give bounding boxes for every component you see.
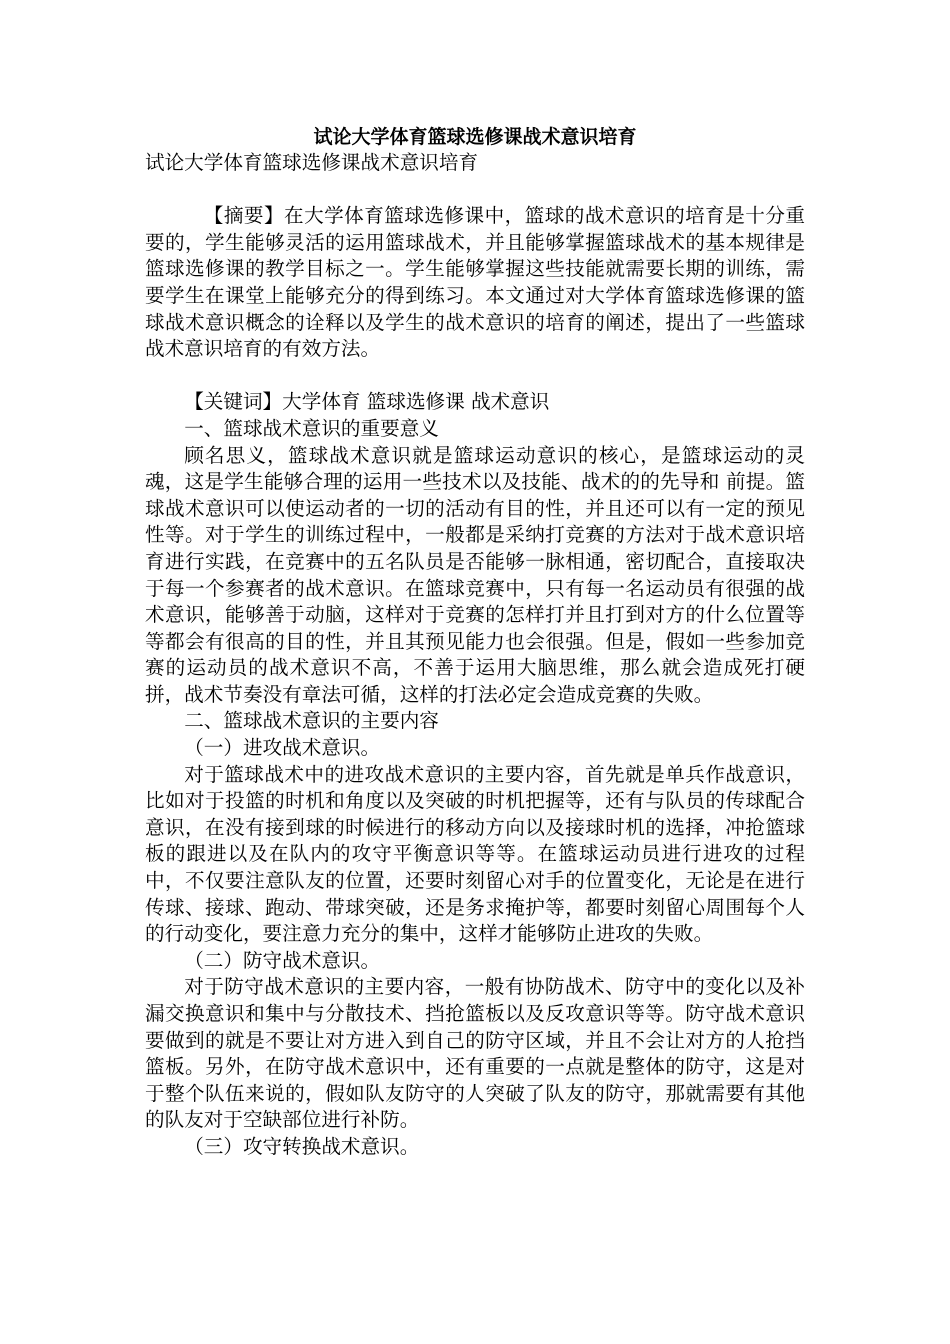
section-heading: 一、篮球战术意识的重要意义 — [184, 416, 439, 440]
abstract-paragraph: 【摘要】在大学体育篮球选修课中，篮球的战术意识的培育是十分重要的，学生能够灵活的运用篮球战术，并且能够掌握篮球战术的基本规律是篮球选修课的教学目标之一。学生能够掌握这些技能就需要长期的训练，需要学生在课堂上能够充分的得到练习。本文通过对大学体育篮球选修课的篮球战术意识概念的诠释以及学生的战术意识的培育的阐述，提出了一些篮球战术意识培育的有效方法。 — [145, 204, 805, 361]
subsection-heading: （一）进攻战术意识。 — [184, 736, 381, 760]
section-heading: 二、篮球战术意识的主要内容 — [184, 709, 439, 733]
body-paragraph: 对于防守战术意识的主要内容，一般有协防战术、防守中的变化以及补漏交换意识和集中与分散技术、挡抢篮板以及反攻意识等等。防守战术意识要做到的就是不要让对方进入到自己的防守区域，并且不会让对方的人抢挡篮板。另外，在防守战术意识中，还有重要的一点就是整体的防守，这是对于整个队伍来说的，假如队友防守的人突破了队友的防守，那就需要有其他的队友对于空缺部位进行补防。 — [145, 975, 805, 1132]
document-title: 试论大学体育篮球选修课战术意识培育 — [313, 126, 637, 148]
body-paragraph: 顾名思义，篮球战术意识就是篮球运动意识的核心，是篮球运动的灵魂，这是学生能够合理的运用一些技术以及技能、战术的的先导和 前提。篮球战术意识可以使运动者的一切的活动有目的性，并且还可以有一定的预见性等。对于学生的训练过程中，一般都是采纳打竞赛的方法对于战术意识培育进行实践，在竞赛中的五名队员是否能够一脉相通，密切配合，直接取决于每一个参赛者的战术意识。在篮球竞赛中，只有每一名运动员有很强的战术意识，能够善于动脑，这样对于竞赛的怎样打并且打到对方的什么位置等等都会有很高的目的性，并且其预见能力也会很强。但是，假如一些参加竞赛的运动员的战术意识不高，不善于运用大脑思维，那么就会造成死打硬拼，战术节奏没有章法可循，这样的打法必定会造成竞赛的失败。 — [145, 443, 805, 706]
subsection-heading: （三）攻守转换战术意识。 — [184, 1134, 420, 1158]
keywords-line: 【关键词】大学体育 篮球选修课 战术意识 — [184, 390, 550, 414]
subsection-heading: （二）防守战术意识。 — [184, 948, 381, 972]
document-body — [145, 150, 805, 1161]
blank-line — [145, 177, 805, 204]
document-subtitle: 试论大学体育篮球选修课战术意识培育 — [145, 151, 479, 174]
body-paragraph: 对于篮球战术中的进攻战术意识的主要内容，首先就是单兵作战意识，比如对于投篮的时机和角度以及突破的时机把握等，还有与队员的传球配合意识，在没有接到球的时候进行的移动方向以及接球时机的选择，冲抢篮球板的跟进以及在队内的攻守平衡意识等等。在篮球运动员进行进攻的过程中，不仅要注意队友的位置，还要时刻留心对手的位置变化，无论是在进行传球、接球、跑动、带球突破，还是务求掩护等，都要时刻留心周围每个人的行动变化，要注意力充分的集中，这样才能够防止进攻的失败。 — [145, 762, 805, 946]
blank-line — [145, 363, 805, 390]
